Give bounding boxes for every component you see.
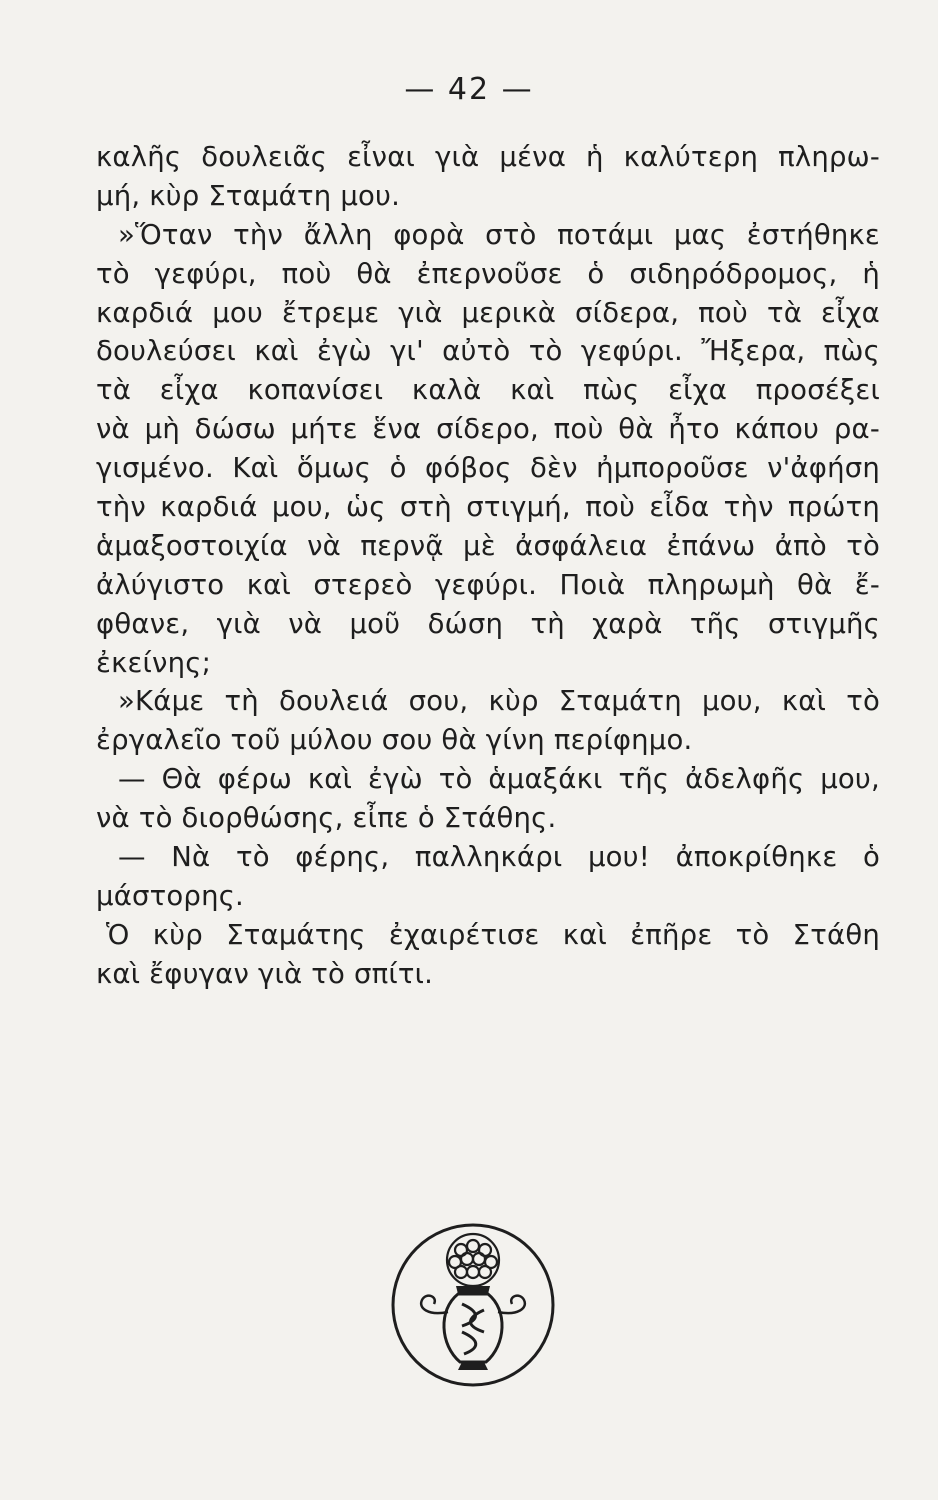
text-line: καλῆς δουλειᾶς εἶναι γιὰ μένα ἡ καλύτερη πληρω- — [96, 141, 880, 173]
text-line: καρδιά μου ἔτρεμε γιὰ μερικὰ σίδερα, ποὺ τὰ εἶχα — [96, 296, 880, 329]
body-text — [96, 138, 880, 994]
text-line: μή, κὺρ Σταμάτη μου. — [96, 179, 401, 212]
text-line: γισμένο. Καὶ ὅμως ὁ φόβος δὲν ἠμποροῦσε ν'ἀφήση — [96, 452, 880, 485]
flower-vase-icon — [388, 1220, 558, 1390]
text-line: καὶ ἔφυγαν γιὰ τὸ σπίτι. — [96, 957, 434, 990]
text-line: τὴν καρδιά μου, ὡς στὴ στιγμή, ποὺ εἶδα τὴν πρώτη — [96, 491, 880, 524]
text-line: Ὁ κὺρ Σταμάτης ἐχαιρέτισε καὶ ἐπῆρε τὸ Στάθη — [106, 918, 880, 951]
text-line: μάστορης. — [96, 879, 245, 912]
text-line: τὸ γεφύρι, ποὺ θὰ ἐπερνοῦσε ὁ σιδηρόδρομος, ἡ — [96, 257, 880, 290]
text-line: ἀλύγιστο καὶ στερεὸ γεφύρι. Ποιὰ πληρωμὴ θὰ ἔ- — [96, 568, 880, 601]
text-line: νὰ τὸ διορθώσης, εἶπε ὁ Στάθης. — [96, 802, 557, 835]
text-line: δουλεύσει καὶ ἐγὼ γι' αὐτὸ τὸ γεφύρι. Ἤξερα, πὼς — [96, 335, 880, 368]
text-line: ἐργαλεῖο τοῦ μύλου σου θὰ γίνη περίφημο. — [96, 724, 693, 757]
text-line: ἁμαξοστοιχία νὰ περνᾷ μὲ ἀσφάλεια ἐπάνω ἀπὸ τὸ — [96, 529, 880, 562]
text-line: φθανε, γιὰ νὰ μοῦ δώση τὴ χαρὰ τῆς στιγμῆς — [96, 607, 880, 640]
text-line: — Θὰ φέρω καὶ ἐγὼ τὸ ἁμαξάκι τῆς ἀδελφῆς μου, — [118, 763, 880, 796]
page-number: — 42 — — [404, 72, 534, 107]
text-line: τὰ εἶχα κοπανίσει καλὰ καὶ πὼς εἶχα προσέξει — [96, 374, 880, 407]
text-line: »Κάμε τὴ δουλειά σου, κὺρ Σταμάτη μου, καὶ τὸ — [118, 685, 880, 718]
text-line: — Νὰ τὸ φέρης, παλληκάρι μου! ἀποκρίθηκε ὁ — [118, 841, 880, 874]
text-line: »Ὅταν τὴν ἄλλη φορὰ στὸ ποτάμι μας ἐστήθηκε — [118, 218, 880, 251]
text-line: ἐκείνης; — [96, 646, 212, 679]
text-line: νὰ μὴ δώσω μήτε ἕνα σίδερο, ποὺ θὰ ἦτο κάπου ρα- — [96, 413, 880, 446]
